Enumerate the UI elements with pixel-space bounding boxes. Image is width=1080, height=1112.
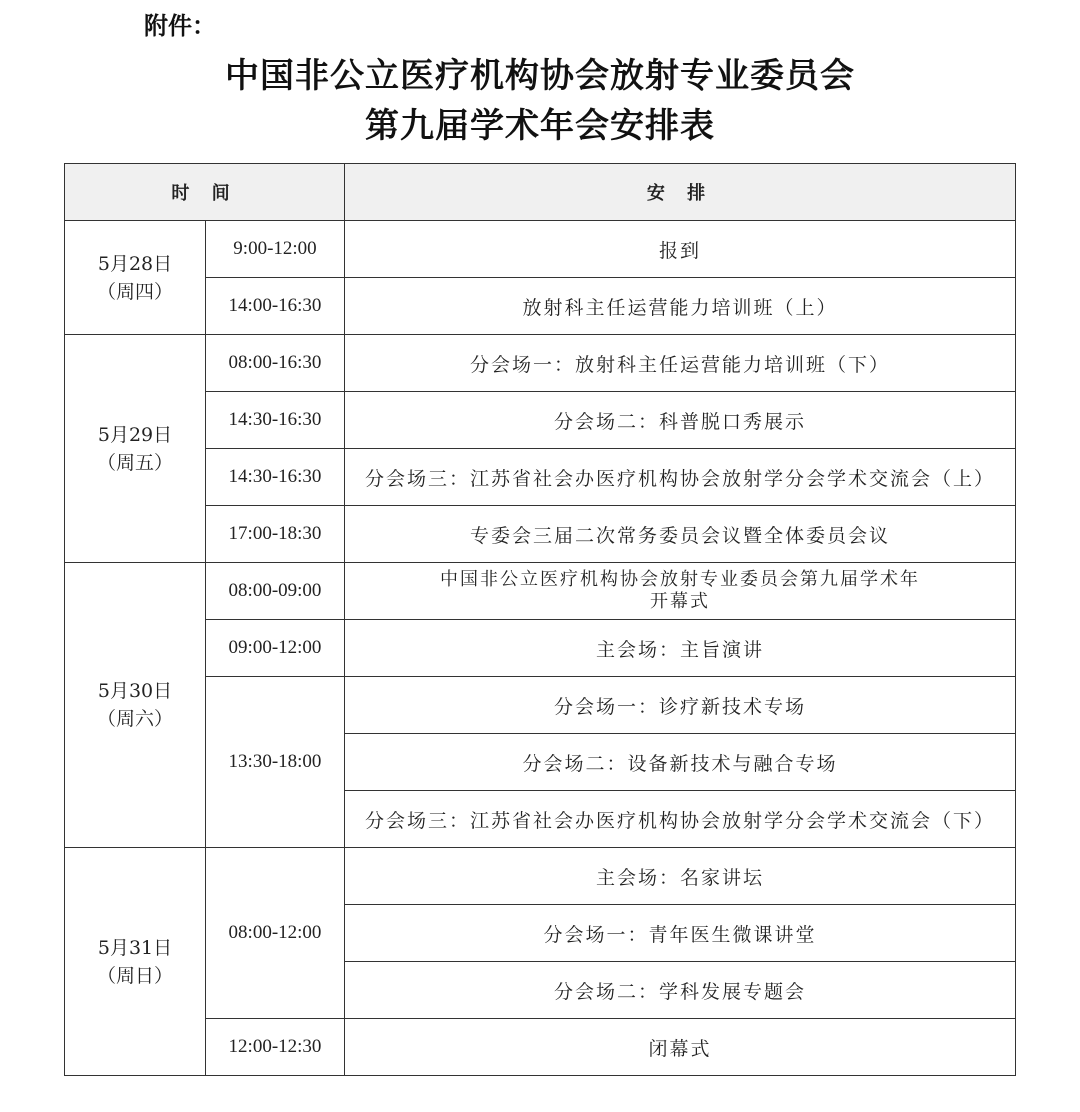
schedule-body — [65, 221, 1016, 1076]
time-cell: 13:30-18:00 — [206, 677, 345, 848]
attachment-label: 附件： — [144, 12, 216, 40]
date-cell — [65, 563, 206, 848]
document-title-line1: 中国非公立医疗机构协会放射专业委员会 — [225, 56, 855, 96]
arrangement-cell: 分会场二：学科发展专题会 — [345, 962, 1016, 1019]
time-cell: 08:00-12:00 — [206, 848, 345, 1019]
time-cell: 12:00-12:30 — [206, 1019, 345, 1076]
time-cell: 17:00-18:30 — [206, 506, 345, 563]
table-header-row — [65, 164, 1016, 221]
arrangement-cell: 分会场一：青年医生微课讲堂 — [345, 905, 1016, 962]
date-text: 5月28日 — [97, 252, 173, 275]
time-cell: 9:00-12:00 — [206, 221, 345, 278]
date-cell — [65, 221, 206, 335]
arrangement-cell: 闭幕式 — [345, 1019, 1016, 1076]
arrangement-cell: 主会场：主旨演讲 — [345, 620, 1016, 677]
date-text: 5月31日 — [97, 936, 173, 959]
table-row — [65, 677, 1016, 734]
time-cell: 14:30-16:30 — [206, 449, 345, 506]
table-row — [65, 506, 1016, 563]
schedule-table — [64, 163, 1016, 1076]
time-cell: 14:00-16:30 — [206, 278, 345, 335]
table-row — [65, 563, 1016, 620]
table-row — [65, 1019, 1016, 1076]
date-text: 5月30日 — [97, 680, 173, 702]
time-cell: 14:30-16:30 — [206, 392, 345, 449]
table-row — [65, 221, 1016, 278]
weekday-text: （周六） — [96, 708, 173, 730]
arrangement-cell: 报到 — [345, 221, 1016, 278]
arrangement-cell: 分会场二：设备新技术与融合专场 — [345, 734, 1016, 791]
time-cell: 09:00-12:00 — [206, 620, 345, 677]
document-title-line2: 第九届学术年会安排表 — [365, 106, 715, 146]
table-row — [65, 620, 1016, 677]
header-arrangement: 安 排 — [345, 164, 1016, 221]
table-row — [65, 848, 1016, 905]
table-row — [65, 335, 1016, 392]
table-row — [65, 278, 1016, 335]
arrangement-cell: 分会场三：江苏省社会办医疗机构协会放射学分会学术交流会（上） — [345, 449, 1016, 506]
weekday-text: （周四） — [96, 280, 173, 303]
arrangement-cell: 放射科主任运营能力培训班（上） — [345, 278, 1016, 335]
time-cell: 08:00-09:00 — [206, 563, 345, 620]
table-row — [65, 449, 1016, 506]
arrangement-cell: 中国非公立医疗机构协会放射专业委员会第九届学术年 开幕式 — [345, 563, 1016, 620]
time-cell: 08:00-16:30 — [206, 335, 345, 392]
arrangement-cell: 分会场三：江苏省社会办医疗机构协会放射学分会学术交流会（下） — [345, 791, 1016, 848]
arrangement-cell: 分会场二：科普脱口秀展示 — [345, 392, 1016, 449]
date-text: 5月29日 — [97, 423, 173, 446]
arrangement-cell: 主会场：名家讲坛 — [345, 848, 1016, 905]
arrangement-cell: 分会场一：放射科主任运营能力培训班（下） — [345, 335, 1016, 392]
weekday-text: （周日） — [96, 964, 173, 987]
date-cell — [65, 848, 206, 1076]
table-row — [65, 392, 1016, 449]
arrangement-cell: 专委会三届二次常务委员会议暨全体委员会议 — [345, 506, 1016, 563]
date-cell — [65, 335, 206, 563]
weekday-text: （周五） — [96, 451, 173, 474]
header-time: 时 间 — [65, 164, 345, 221]
arrangement-cell: 分会场一：诊疗新技术专场 — [345, 677, 1016, 734]
